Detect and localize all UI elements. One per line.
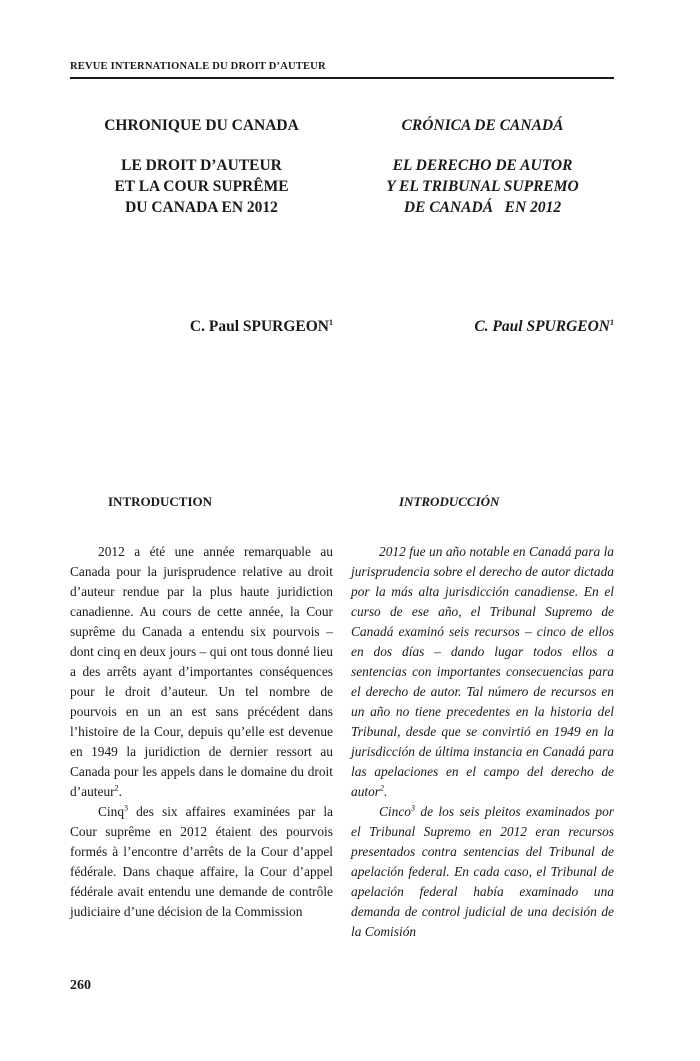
spanish-author-name: C. Paul SPURGEON (474, 318, 610, 336)
french-paragraph-2-text: des six affaires examinées par la Cour suprême en 2012 étaient des pourvois formés à l’encontre d’arrêts de la Cour d’appel fédérale. Dans chaque affaire, la Cour d’appel fédérale avait entendu une demande de contrôle judiciaire d’une décision de la Commission (70, 804, 333, 919)
spanish-subtitle-line: DE CANADÁ EN 2012 (403, 199, 562, 216)
spanish-paragraph-2-text: de los seis pleitos examinados por el Tribunal Supremo en 2012 eran recursos presentados contra sentencias del Tribunal de apelación federal. En cada caso, el Tribunal de apelación federal había examinado una demanda de control judicial de una decisión de la Comisión (351, 804, 614, 939)
french-paragraph-2-start: Cinq (98, 804, 125, 819)
french-author-footnote-ref[interactable]: 1 (329, 318, 333, 327)
french-author-name: C. Paul SPURGEON (189, 318, 329, 336)
spanish-section-heading: INTRODUCCIÓN (399, 494, 500, 509)
french-footnote-ref-3[interactable]: 3 (124, 803, 129, 813)
french-column (70, 0, 333, 1061)
french-paragraph-1-end: . (118, 784, 122, 799)
spanish-footnote-ref-2[interactable]: 2 (380, 783, 385, 793)
spanish-subtitle-line: EL DERECHO DE AUTOR (392, 157, 573, 174)
spanish-subtitle-line: Y EL TRIBUNAL SUPREMO (386, 178, 579, 195)
spanish-paragraph-2-start: Cinco (379, 804, 411, 819)
spanish-paragraph-1 (351, 542, 614, 802)
french-paragraph-1-text: 2012 a été une année remarquable au Canada pour la jurisprudence relative au droit d’auteur rendue par la plus haute juridiction canadienne. Au cours de cette année, la Cour suprême du Canada a entendu six pourvois – dont cinq en deux jours – qui ont tous donné lieu a des arrêts ayant d’importantes conséquences pour le droit d’auteur. Un tel nombre de pourvois en un an est sans précédent dans l’histoire de la Cour, depuis qu’elle est devenue en 1949 la juridiction de dernier ressort au Canada pour les appels dans le domaine du droit d’auteur (70, 544, 333, 799)
spanish-title: CRÓNICA DE CANADÁ (401, 117, 564, 134)
spanish-author (474, 318, 614, 336)
french-subtitle (70, 155, 333, 218)
french-paragraph-1 (70, 542, 333, 802)
spanish-footnote-ref-3[interactable]: 3 (411, 803, 415, 813)
french-paragraph-2 (70, 802, 333, 922)
french-footnote-ref-2[interactable]: 2 (114, 783, 119, 793)
french-subtitle-line: LE DROIT D’AUTEUR (121, 157, 282, 174)
spanish-paragraph-1-text: 2012 fue un año notable en Canadá para la jurisprudencia sobre el derecho de autor dictada por la más alta jurisdicción canadiense. En el curso de ese año, el Tribunal Supremo de Canadá examinó seis recursos – cinco de ellos en dos días – dando lugar todos ellos a sentencias con importantes consecuencias para el derecho de autor. Tal número de recursos en un año no tiene precedentes en la historia del Tribunal, desde que se convirtió en 1949 en la jurisdicción de última instancia en Canadá para las apelaciones en el campo del derecho de autor (351, 544, 614, 799)
french-author (190, 318, 333, 336)
spanish-subtitle (351, 155, 614, 218)
french-subtitle-line: DU CANADA EN 2012 (125, 199, 278, 216)
spanish-paragraph-1-end: . (384, 784, 388, 799)
running-head: REVUE INTERNATIONALE DU DROIT D’AUTEUR (70, 61, 326, 72)
french-subtitle-line: ET LA COUR SUPRÊME (114, 178, 289, 195)
french-section-heading: INTRODUCTION (108, 494, 213, 509)
page-number: 260 (70, 978, 91, 993)
spanish-paragraph-2 (351, 802, 614, 942)
french-title: CHRONIQUE DU CANADA (104, 117, 299, 134)
spanish-author-footnote-ref[interactable]: 1 (610, 318, 614, 327)
spanish-column (351, 0, 614, 1061)
